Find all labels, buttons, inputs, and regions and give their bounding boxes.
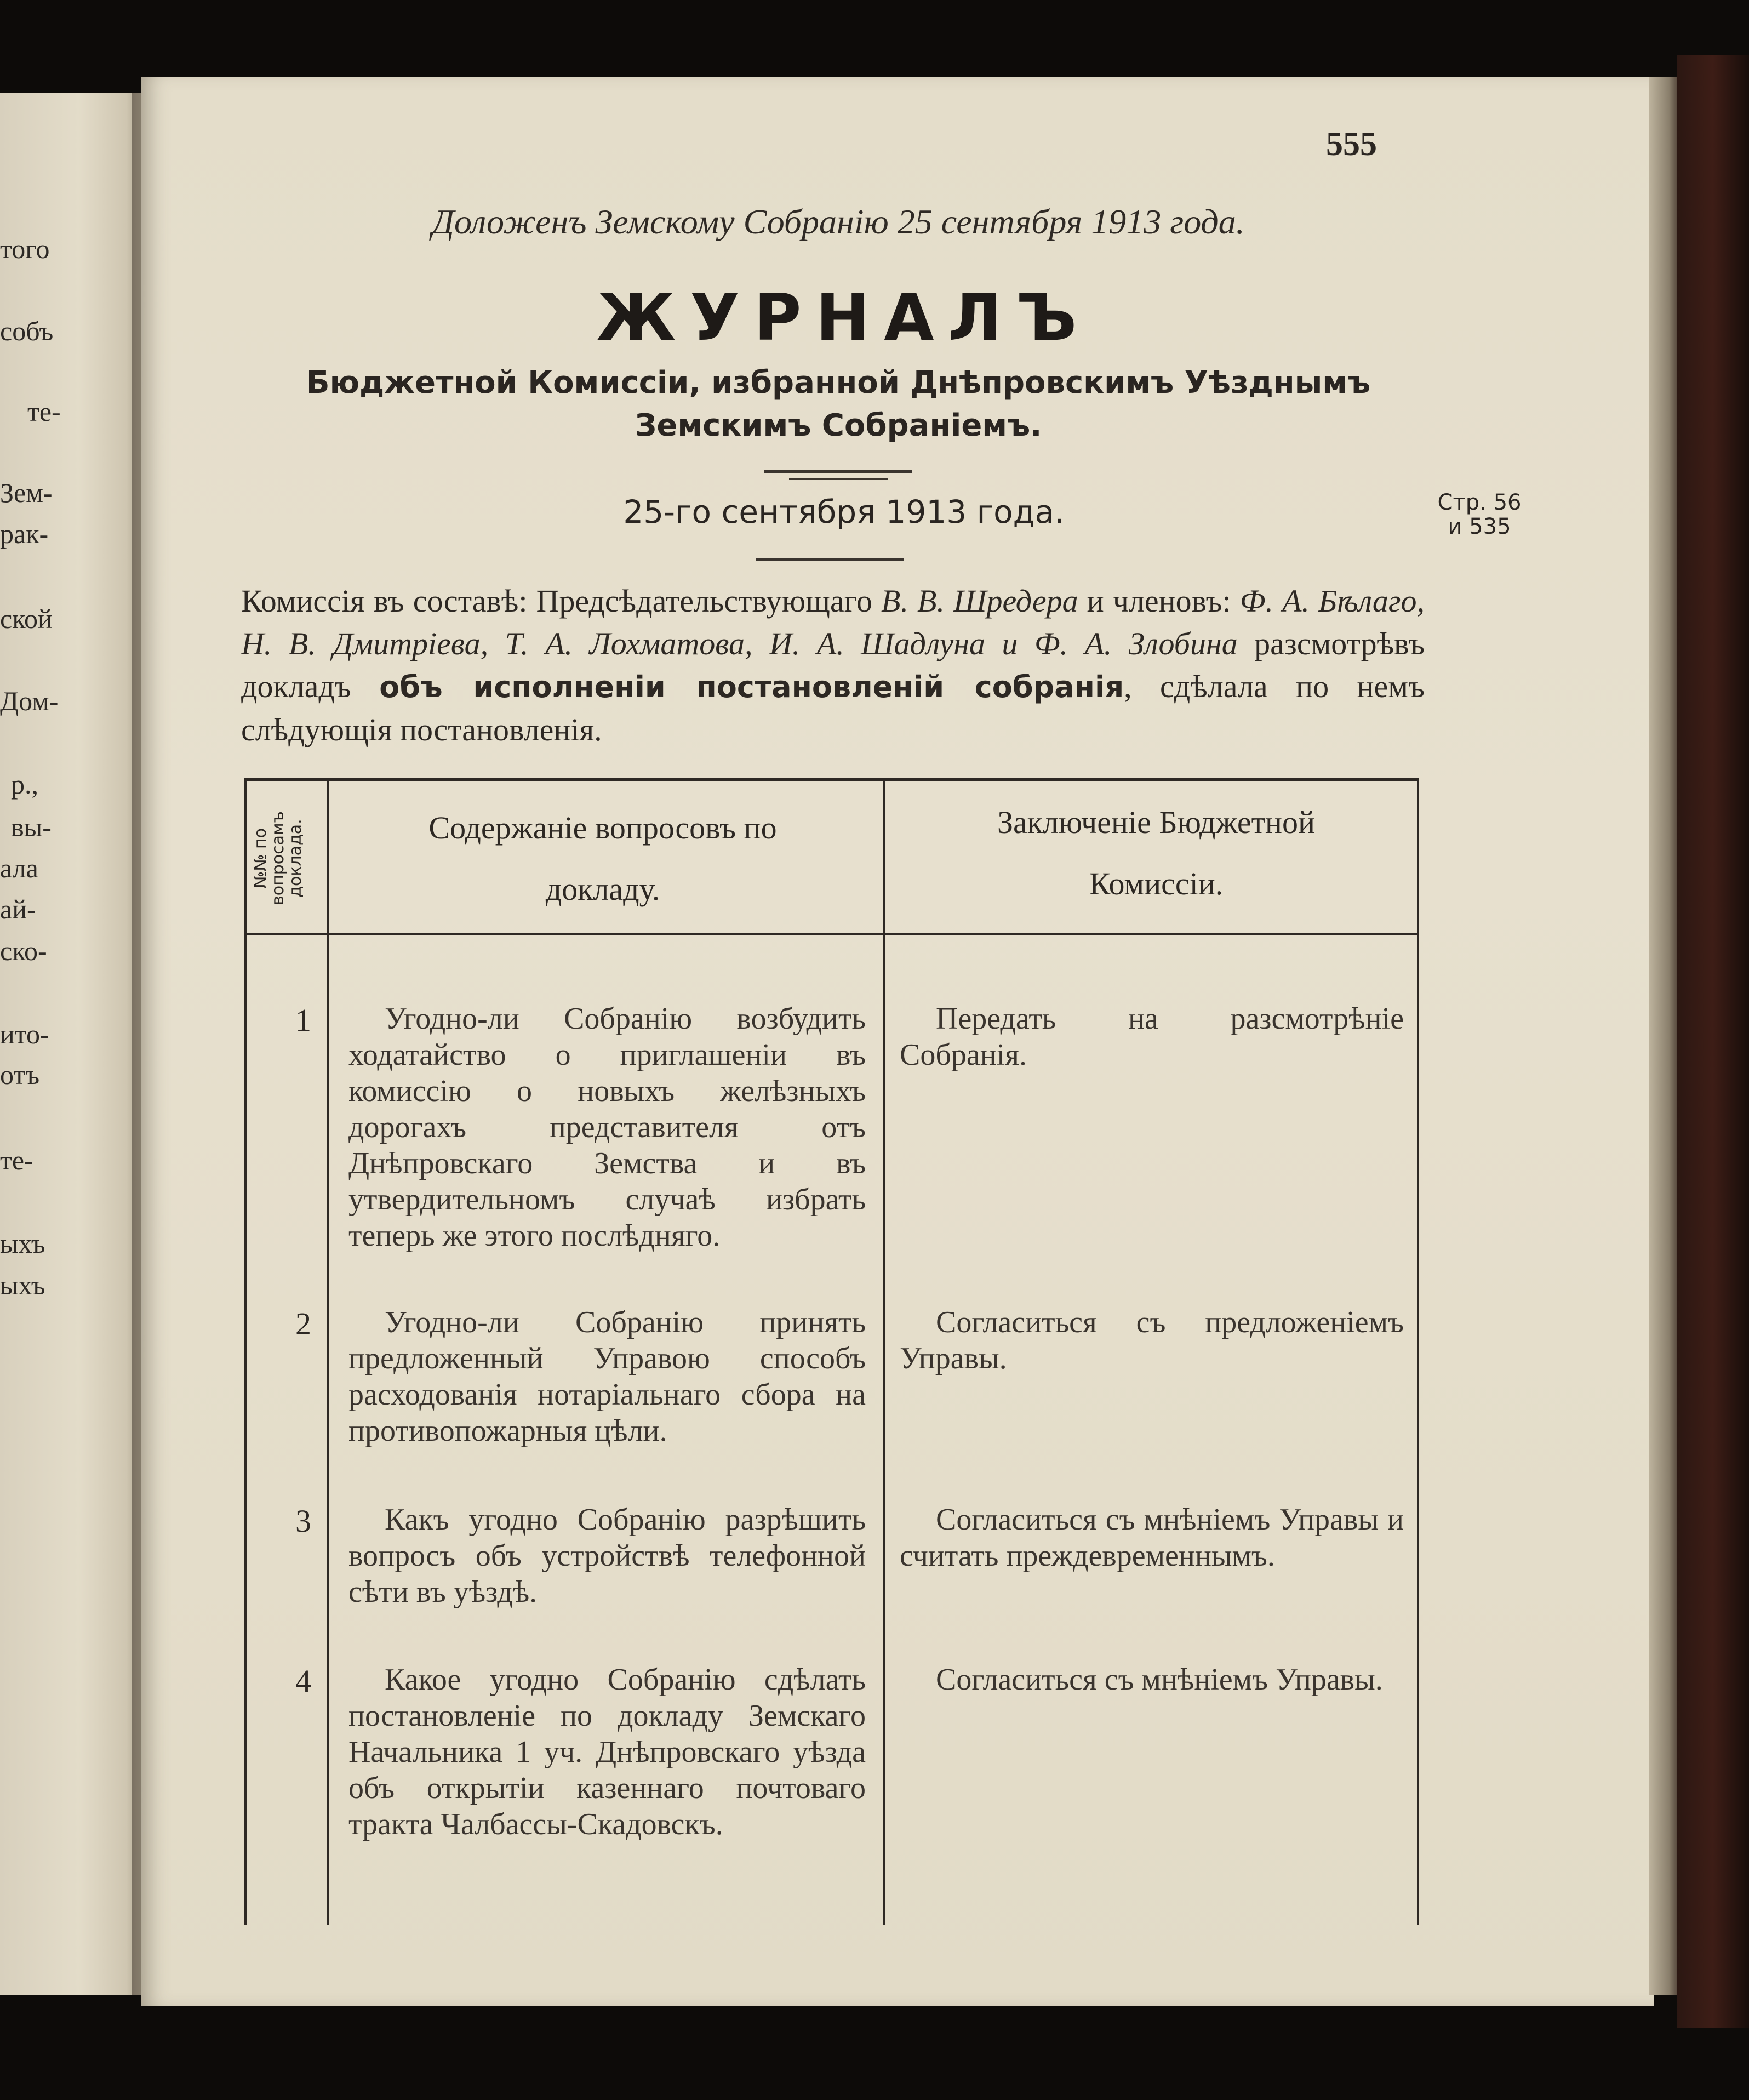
left-page-line: р.,: [11, 769, 38, 800]
left-page-line: того: [0, 233, 50, 264]
journal-date: 25-го сентября 1913 года.: [623, 493, 1065, 530]
ornament-rule: [764, 470, 912, 473]
page-number: 555: [1326, 125, 1377, 163]
row-number: 1: [295, 1002, 311, 1038]
row-number: 2: [295, 1306, 311, 1342]
margin-reference-line: Стр. 56: [1437, 490, 1522, 515]
presented-note: Доложенъ Земскому Собранію 25 сентября 1913 года.: [432, 202, 1245, 241]
table-top-rule: [244, 778, 1419, 781]
book-cover-edge: [1677, 55, 1749, 2028]
intro-text: Комиссія въ составѣ: Предсѣдательствующаго: [241, 583, 882, 619]
question-text: Угодно-ли Собранію принять предложенный Управою способъ расходованія нотаріальнаго сбора на противопожарныя цѣли.: [348, 1305, 866, 1448]
question-text: Угодно-ли Собранію возбудить ходатайство о приглашеніи въ комиссію о новыхъ желѣзныхъ дорогахъ представителя отъ Днѣпровскаго Земства и въ утвердительномъ случаѣ избрать теперь же этого послѣдняго.: [348, 1002, 866, 1253]
margin-reference: [1425, 490, 1534, 539]
left-page-line: отъ: [0, 1059, 40, 1090]
separator-rule: [756, 558, 904, 561]
question-text: Какое угодно Собранію сдѣлать постановленіе по докладу Земскаго Начальника 1 уч. Днѣпровскаго уѣзда объ открытіи казеннаго почтоваго тракта Чалбассы-Скадовскъ.: [348, 1663, 866, 1841]
left-page-line: ыхъ: [0, 1228, 45, 1259]
left-page-line: рак-: [0, 518, 49, 549]
commission-title: Бюджетной Комиссіи, избранной Днѣпровскимъ Уѣзднымъ Земскимъ Собраніемъ.: [306, 365, 1371, 443]
header-number-text: №№ по вопросамъ доклада.: [251, 811, 305, 905]
header-conclusion: Заключеніе Бюджетной Комиссіи.: [997, 804, 1316, 901]
conclusion-text: Передать на разсмотрѣніе Собранія.: [900, 1002, 1404, 1072]
left-page-line: ай-: [0, 894, 36, 925]
left-page-line: вы-: [11, 812, 52, 842]
journal-title: ЖУРНАЛЪ: [596, 279, 1091, 355]
conclusion-text: Согласиться съ мнѣніемъ Управы и считать преждевременнымъ.: [900, 1503, 1404, 1573]
table-header-rule: [244, 933, 1419, 935]
left-page-line: ала: [0, 853, 38, 883]
left-page-line: Зем-: [0, 477, 53, 508]
intro-text: и членовъ:: [1078, 583, 1240, 619]
conclusion-text: Согласиться съ предложеніемъ Управы.: [900, 1305, 1404, 1376]
intro-text: , сдѣлала по немъ слѣдующія постановленія.: [241, 669, 1425, 747]
margin-reference-line: и 535: [1448, 514, 1511, 539]
left-page-text: [0, 93, 137, 1995]
conclusion-text: Согласиться съ мнѣніемъ Управы.: [936, 1663, 1383, 1697]
header-question: Содержаніе вопросовъ по докладу.: [428, 810, 777, 907]
left-page-line: ыхъ: [0, 1270, 45, 1300]
left-page-line: те-: [0, 1145, 33, 1175]
left-page-line: ско-: [0, 935, 47, 966]
table-divider-question: [883, 778, 885, 1925]
table-divider-number: [327, 778, 329, 1925]
intro-text: разсмотрѣвъ докладъ: [241, 626, 1425, 704]
header-number: [245, 795, 322, 926]
member-names: Ф. А. Бѣлаго, Н. В. Дмитріева, Т. А. Лохматова, И. А. Шадлуна и Ф. А. Злобина: [241, 583, 1425, 661]
chair-name: В. В. Шредера: [881, 583, 1078, 619]
left-page-line: те-: [27, 396, 61, 427]
intro-paragraph: [241, 580, 1425, 751]
report-subject: объ исполненіи постановленій собранія: [379, 670, 1124, 704]
question-text: Какъ угодно Собранію разрѣшить вопросъ объ устройствѣ телефонной сѣти въ уѣздѣ.: [348, 1503, 866, 1609]
left-page-line: ито-: [0, 1019, 49, 1049]
row-number: 3: [295, 1503, 311, 1539]
table-right-border: [1417, 778, 1419, 1925]
row-number: 4: [295, 1663, 311, 1699]
left-page-line: собъ: [0, 316, 54, 346]
left-page-line: Дом-: [0, 686, 59, 716]
ornament-rule: [789, 478, 888, 480]
left-page-line: ской: [0, 603, 53, 634]
table-left-border: [244, 778, 247, 1925]
